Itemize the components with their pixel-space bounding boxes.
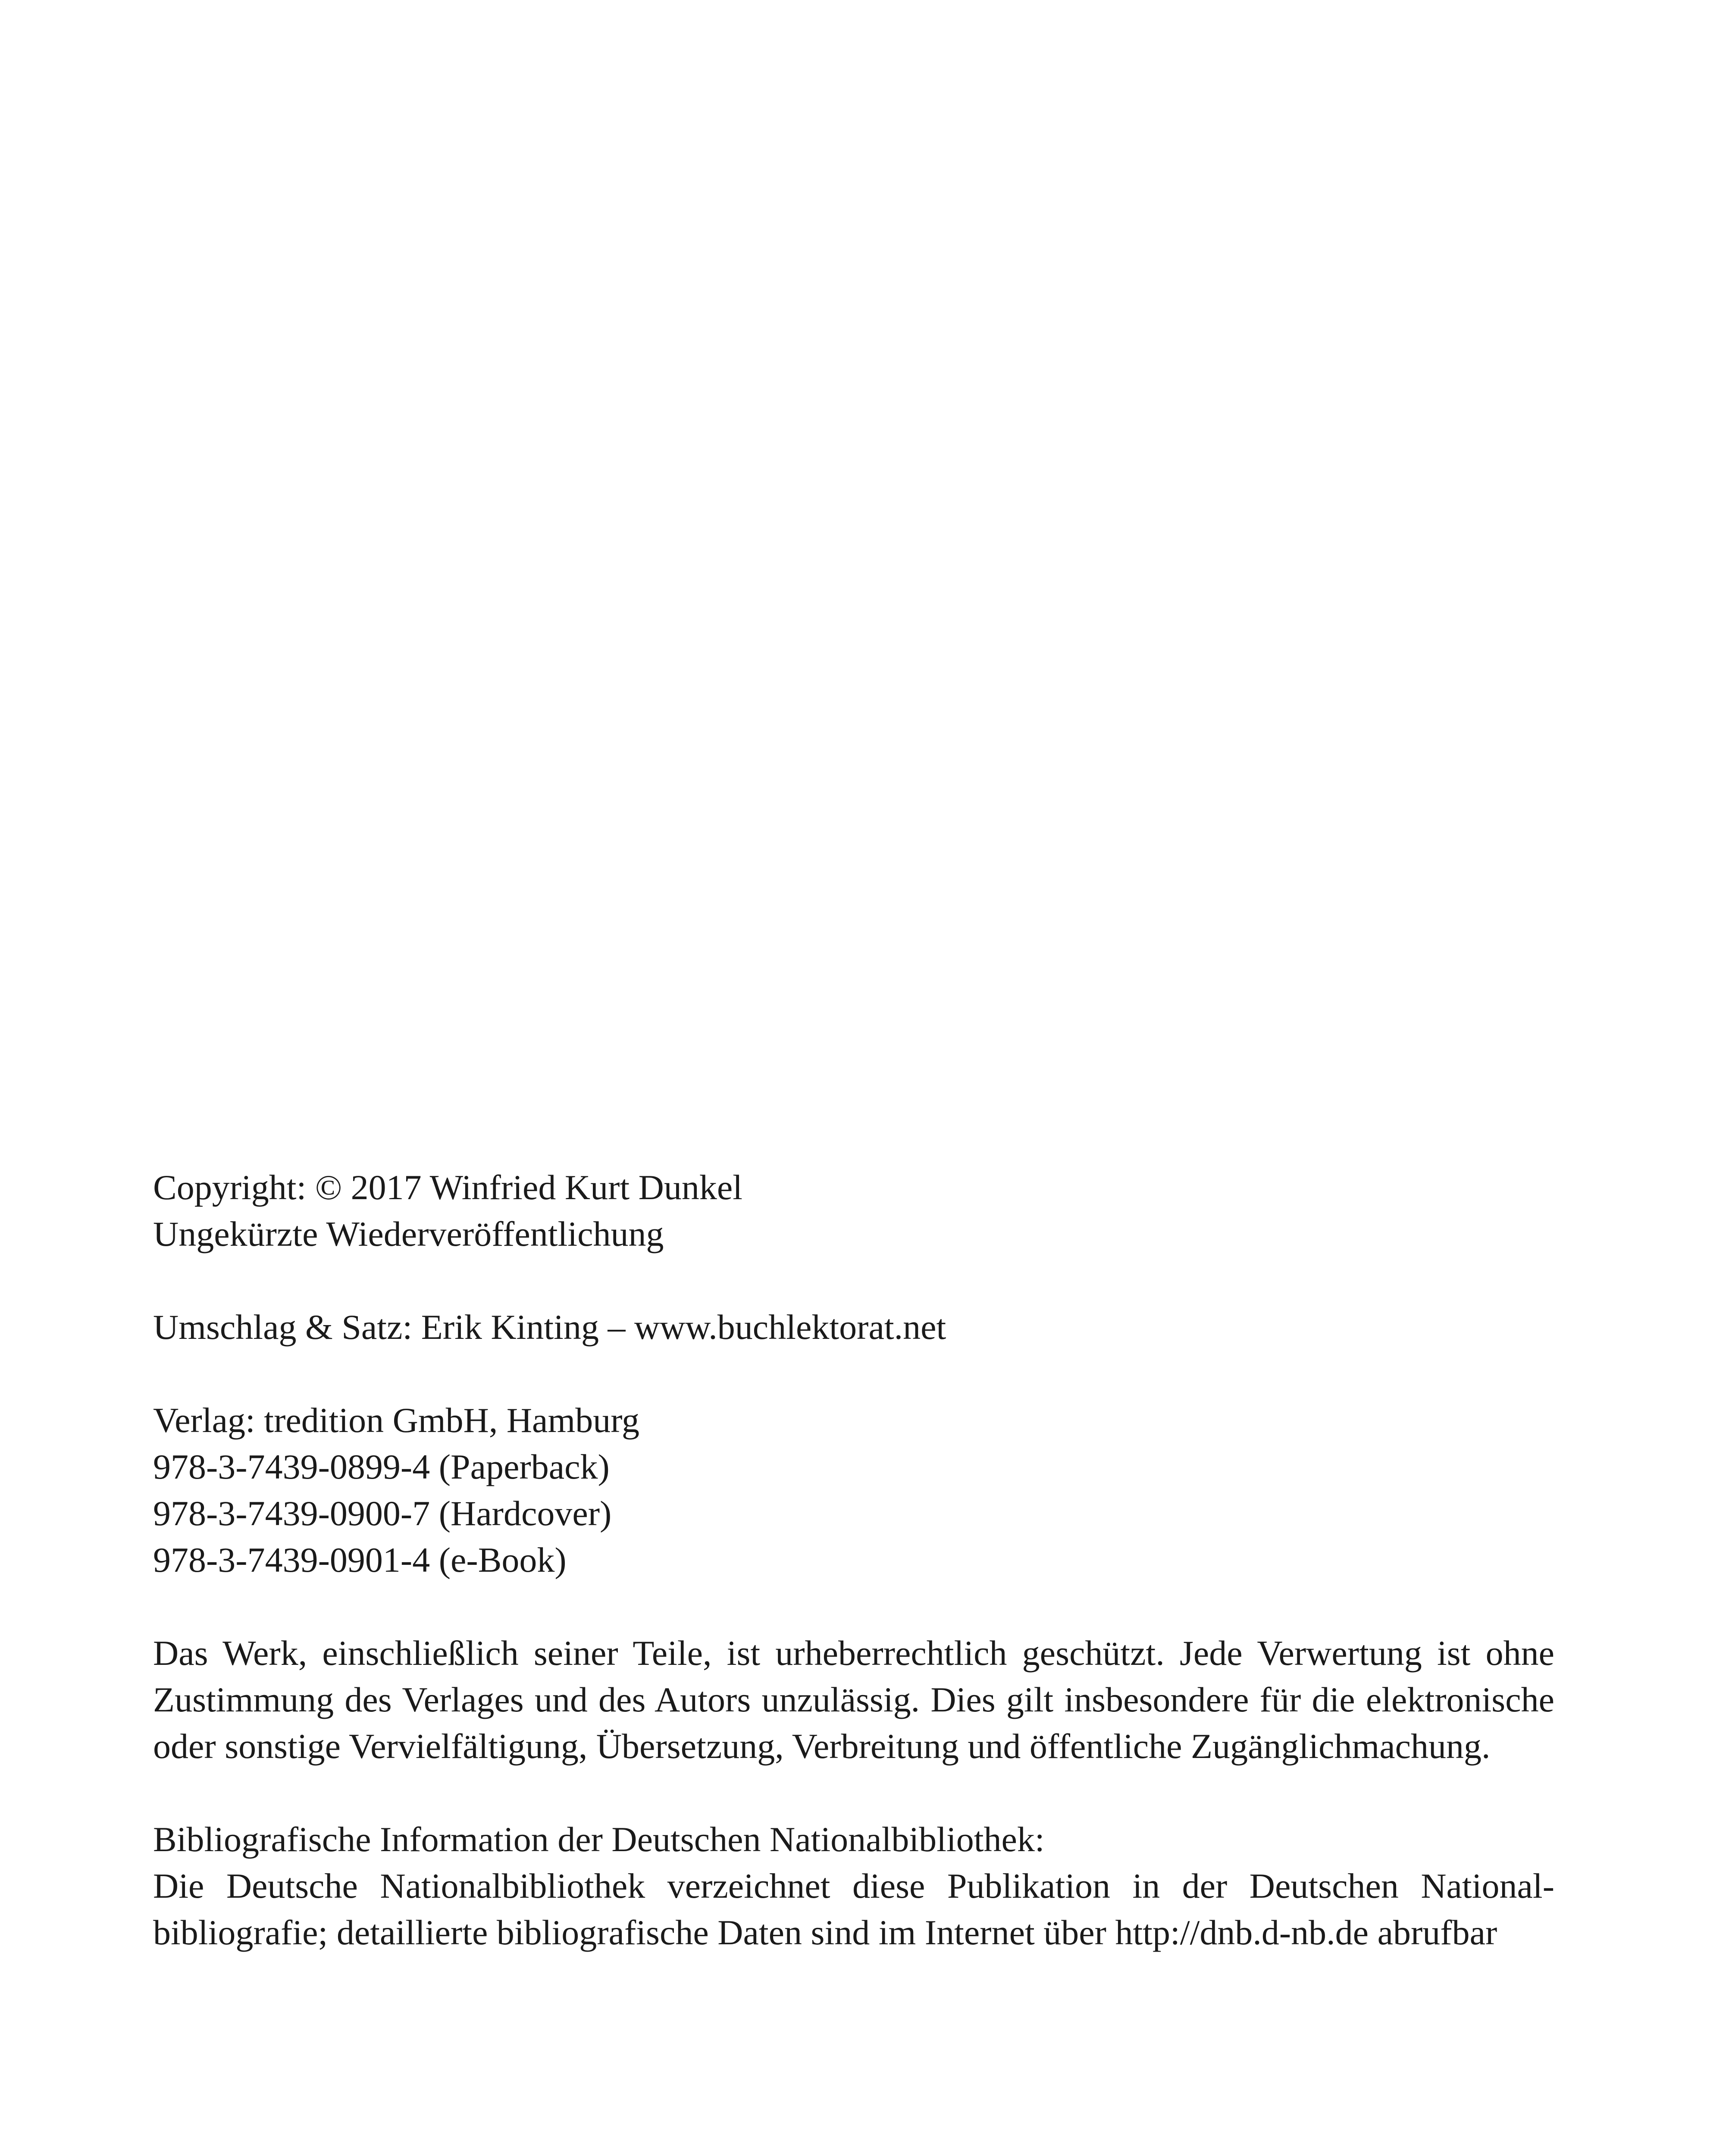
edition-note: Ungekürzte Wiederveröffentlichung bbox=[153, 1214, 664, 1253]
copyright-line: Copyright: © 2017 Winfried Kurt Dunkel bbox=[153, 1168, 743, 1207]
spacer bbox=[153, 1583, 1554, 1630]
spacer bbox=[153, 1257, 1554, 1304]
imprint-block bbox=[153, 1164, 1554, 1956]
isbn-ebook: 978-3-7439-0901-4 (e-Book) bbox=[153, 1540, 567, 1579]
isbn-paperback: 978-3-7439-0899-4 (Paperback) bbox=[153, 1447, 610, 1486]
isbn-hardcover: 978-3-7439-0900-7 (Hardcover) bbox=[153, 1494, 612, 1533]
spacer bbox=[153, 1770, 1554, 1816]
spacer bbox=[153, 1351, 1554, 1397]
publisher-line: Verlag: tredition GmbH, Hamburg bbox=[153, 1401, 640, 1440]
cover-typesetting-credit: Umschlag & Satz: Erik Kinting – www.buchlektorat.net bbox=[153, 1307, 946, 1347]
bibliographic-heading: Bibliografische Information der Deutschen Nationalbibliothek: bbox=[153, 1820, 1045, 1859]
bibliographic-text: Die Deutsche Nationalbibliothek verzeichnet diese Publikation in der Deutschen Nationalbibliografie; detaillierte bibliografische Daten sind im Internet über http://dnb.d-nb.de abrufbar bbox=[153, 1866, 1554, 1952]
rights-notice: Das Werk, einschließlich seiner Teile, ist urheberrechtlich geschützt. Jede Verwertung ist ohne Zustimmung des Verlages und des Autors unzulässig. Dies gilt insbesondere für die elektronische oder sonstige Vervielfältigung, Übersetzung, Verbreitung und öffentliche Zugänglichmachung. bbox=[153, 1633, 1554, 1766]
